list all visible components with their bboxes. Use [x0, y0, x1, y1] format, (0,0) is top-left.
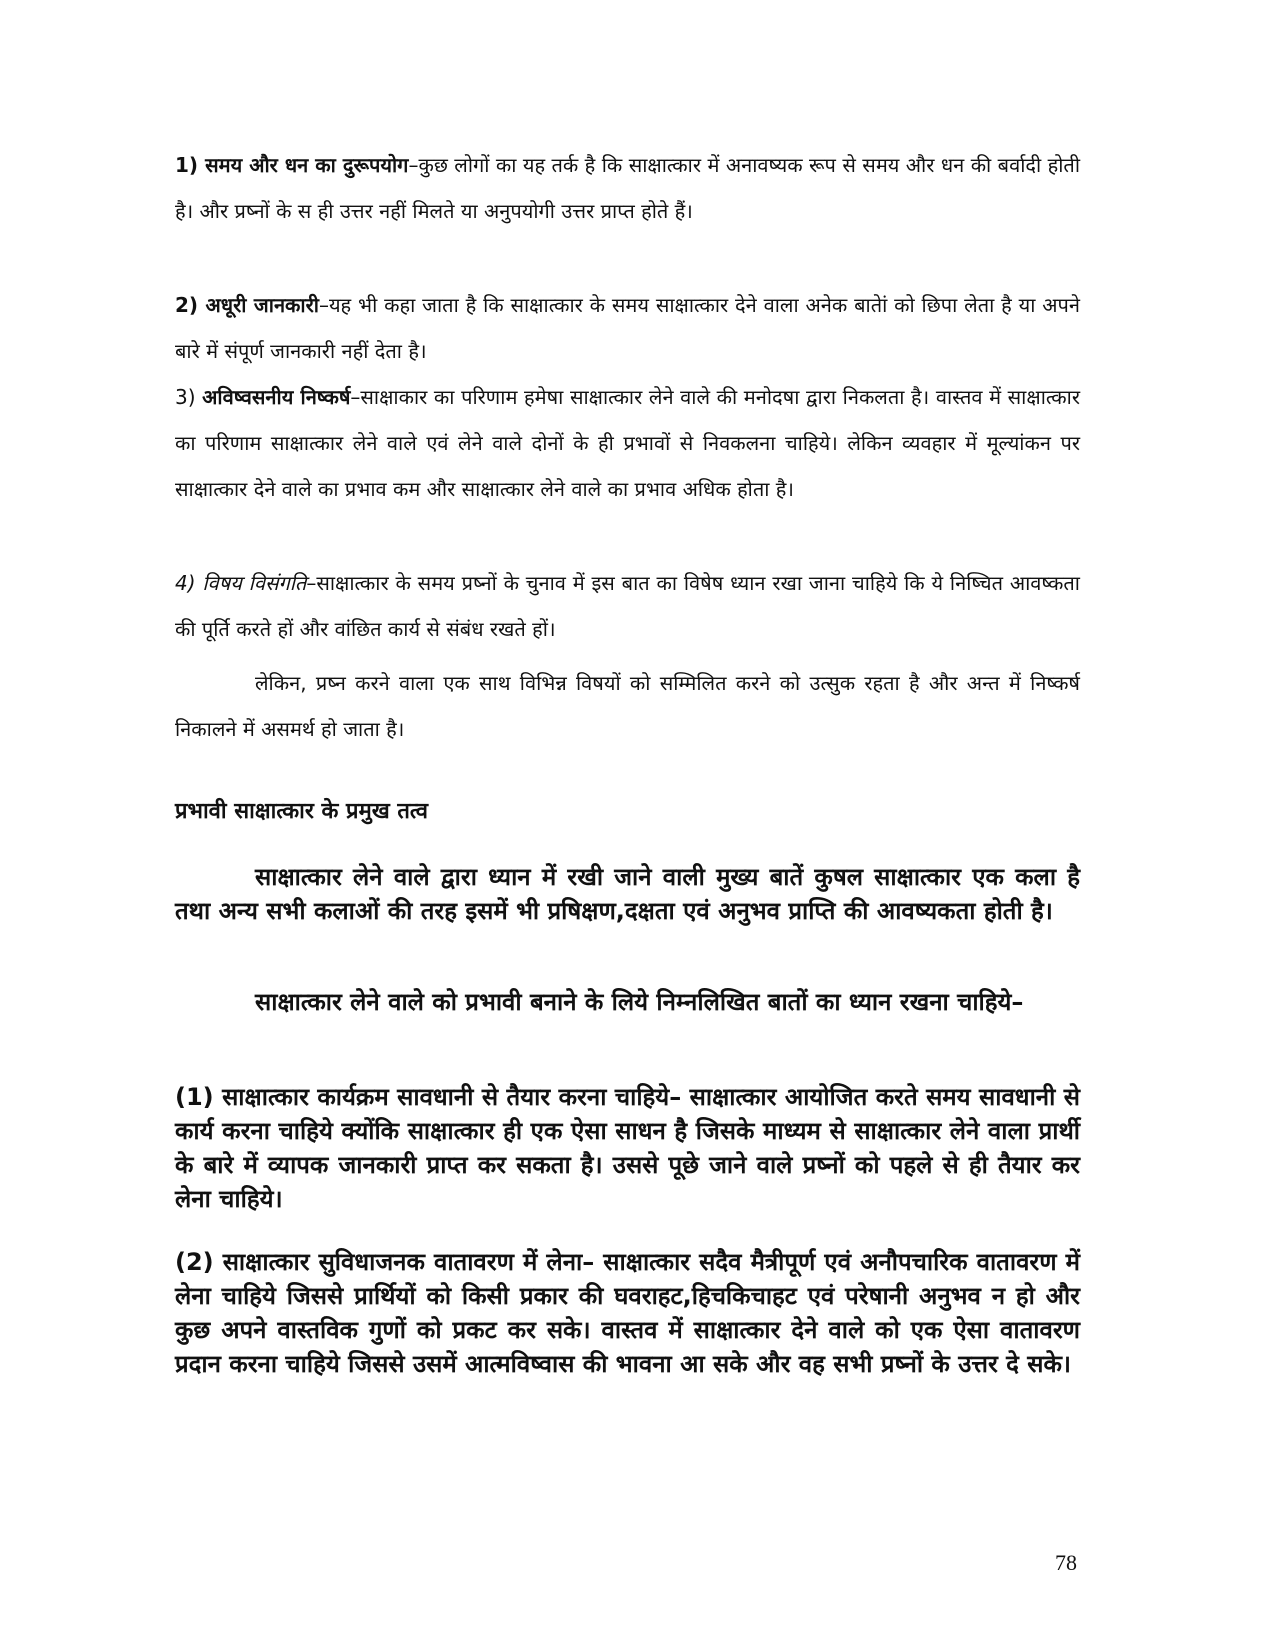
paragraph-number: 3)	[175, 385, 196, 409]
paragraph-unreliable-conclusion	[175, 374, 1080, 512]
paragraph-text: –साक्षात्कार के समय प्रष्नों के चुनाव में इस बात का विषेष ध्यान रखा जाना चाहिये कि ये निष्चित आवष्कता की पूर्ति करते हों और वांछित कार्य से संबंध रखते हों।	[175, 571, 1080, 641]
paragraph-incomplete-information	[175, 282, 1080, 374]
paragraph-text: –साक्षाकार का परिणाम हमेषा साक्षात्कार लेने वाले की मनोदषा द्वारा निकलता है। वास्तव में साक्षात्कार का परिणाम साक्षात्कार लेने वाले एवं लेने वाले दोनों के ही प्रभावों से निवकलना चाहिये। लेकिन व्यवहार में मूल्यांकन पर साक्षात्कार देने वाले का प्रभाव कम और साक्षात्कार लेने वाले का प्रभाव अधिक होता है।	[175, 385, 1081, 501]
paragraph-lead: अविष्वसनीय निष्कर्ष	[202, 385, 351, 409]
page-number: 78	[1055, 1550, 1077, 1575]
paragraph-lead: 4) विषय विसंगति	[175, 571, 307, 595]
paragraph-key-points: साक्षात्कार लेने वाले द्वारा ध्यान में रखी जाने वाली मुख्य बातें कुषल साक्षात्कार एक कला है तथा अन्य सभी कलाओं की तरह इसमें भी प्रषिक्षण,दक्षता एवं अनुभव प्राप्ति की आवष्यकता होती है।	[175, 863, 1080, 925]
paragraph-lead: 2) अधूरी जानकारी	[175, 293, 319, 317]
paragraph-prepare-program: (1) साक्षात्कार कार्यक्रम सावधानी से तैयार करना चाहिये– साक्षात्कार आयोजित करते समय सावधानी से कार्य करना चाहिये क्योंकि साक्षात्कार ही एक ऐसा साधन है जिसके माध्यम से साक्षात्कार लेने वाला प्रार्थी के बारे में व्यापक जानकारी प्राप्त कर सकता है। उससे पूछे जाने वाले प्रष्नों को पहले से ही तैयार कर लेना चाहिये।	[175, 1083, 1080, 1213]
paragraph-misuse-of-time-money	[175, 142, 1080, 234]
paragraph-subject-inconsistency	[175, 560, 1080, 652]
paragraph-however: लेकिन, प्रष्न करने वाला एक साथ विभिन्न विषयों को सम्मिलित करने को उत्सुक रहता है और अन्त में निष्कर्ष निकालने में असमर्थ हो जाता है।	[175, 671, 1080, 741]
section-heading: प्रभावी साक्षात्कार के प्रमुख तत्व	[175, 799, 428, 824]
paragraph-text: –कुछ लोगों का यह तर्क है कि साक्षात्कार में अनावष्यक रूप से समय और धन की बर्वादी होती है। और प्रष्नों के स ही उत्तर नहीं मिलते या अनुपयोगी उत्तर प्राप्त होते हैं।	[175, 153, 1080, 223]
paragraph-make-effective: साक्षात्कार लेने वाले को प्रभावी बनाने के लिये निम्नलिखित बातों का ध्यान रखना चाहिये–	[255, 988, 1024, 1016]
paragraph-lead: 1) समय और धन का दुरूपयोग	[175, 153, 409, 177]
paragraph-text: –यह भी कहा जाता है कि साक्षात्कार के समय साक्षात्कार देने वाला अनेक बातेां को छिपा लेता है या अपने बारे में संपूर्ण जानकारी नहीं देता है।	[175, 293, 1080, 363]
paragraph-friendly-environment: (2) साक्षात्कार सुविधाजनक वातावरण में लेना– साक्षात्कार सदैव मैत्रीपूर्ण एवं अनौपचारिक वातावरण में लेना चाहिये जिससे प्रार्थियों को किसी प्रकार की घवराहट,हिचकिचाहट एवं परेषानी अनुभव न हो और कुछ अपने वास्तविक गुणों को प्रकट कर सके। वास्तव में साक्षात्कार देने वाले को एक ऐसा वातावरण प्रदान करना चाहिये जिससे उसमें आत्मविष्वास की भावना आ सके और वह सभी प्रष्नों के उत्तर दे सके।	[175, 1248, 1080, 1378]
